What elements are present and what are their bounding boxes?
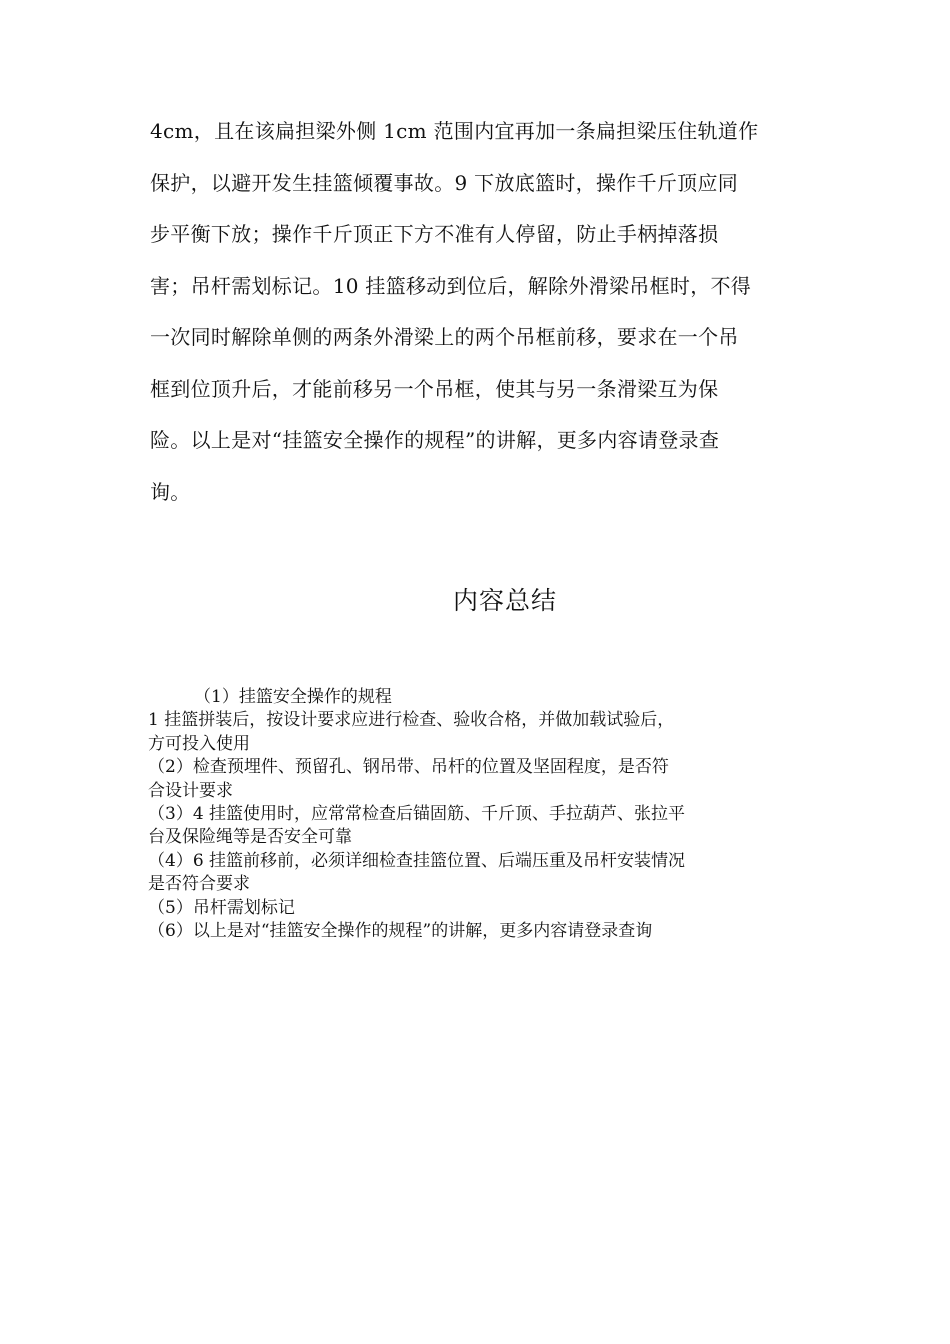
summary-line: 是否符合要求 (148, 874, 250, 895)
body-line: 保护，以避开发生挂篮倾覆事故。9 下放底篮时，操作千斤顶应同 (150, 170, 739, 195)
body-line: 一次同时解除单侧的两条外滑梁上的两个吊框前移，要求在一个吊 (150, 325, 739, 349)
summary-line: （2）检查预埋件、预留孔、钢吊带、吊杆的位置及坚固程度，是否符 (148, 757, 669, 778)
summary-line: （5）吊杆需划标记 (148, 897, 295, 918)
body-line: 框到位顶升后，才能前移另一个吊框，使其与另一条滑梁互为保 (150, 376, 719, 401)
body-line: 害；吊杆需划标记。10 挂篮移动到位后，解除外滑梁吊框时，不得 (150, 273, 752, 298)
summary-line: 方可投入使用 (148, 733, 250, 754)
body-line: 4cm，且在该扁担梁外侧 1cm 范围内宜再加一条扁担梁压住轨道作 (150, 119, 759, 143)
body-line: 步平衡下放；操作千斤顶正下方不准有人停留，防止手柄掉落损 (150, 222, 719, 246)
body-line: 险。以上是对“挂篮安全操作的规程”的讲解，更多内容请登录查 (150, 428, 720, 452)
summary-list (148, 686, 808, 943)
summary-line: 合设计要求 (148, 780, 233, 801)
summary-line: （3）4 挂篮使用时，应常常检查后锚固筋、千斤顶、手拉葫芦、张拉平 (148, 803, 686, 824)
summary-title: 内容总结 (452, 586, 557, 615)
body-line: 询。 (150, 479, 191, 504)
summary-line: （6）以上是对“挂篮安全操作的规程”的讲解，更多内容请登录查询 (148, 920, 653, 941)
summary-line: 台及保险绳等是否安全可靠 (148, 827, 352, 848)
body-text (150, 118, 810, 530)
summary-line: 1 挂篮拼装后，按设计要求应进行检查、验收合格，并做加载试验后， (148, 710, 675, 731)
summary-line: （4）6 挂篮前移前，必须详细检查挂篮位置、后端压重及吊杆安装情况 (148, 850, 686, 871)
summary-heading: （1）挂篮安全操作的规程 (194, 687, 392, 707)
